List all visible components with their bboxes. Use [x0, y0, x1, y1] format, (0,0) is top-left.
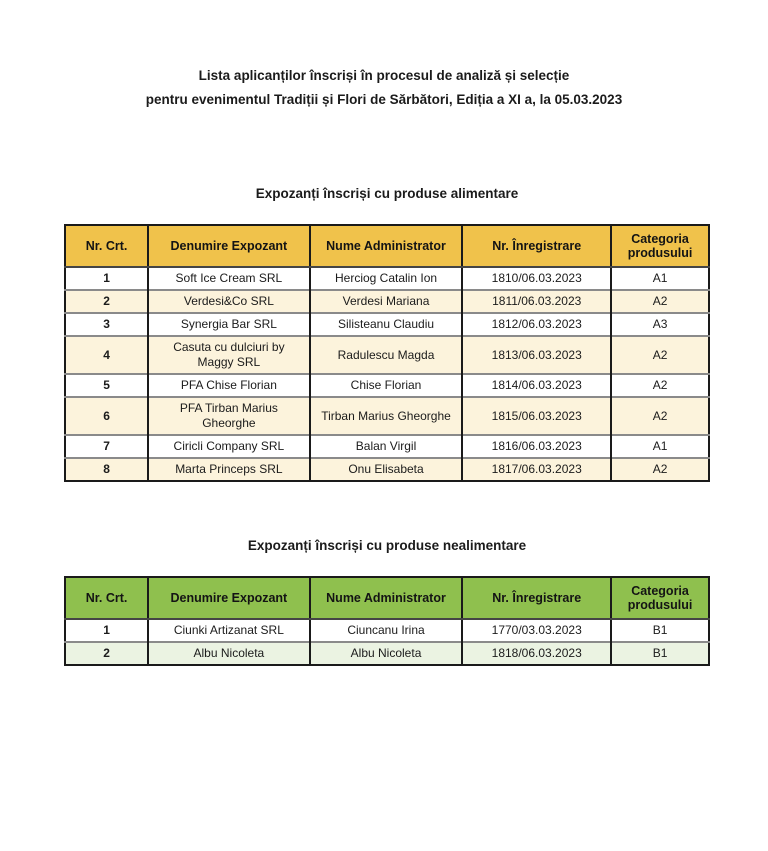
header-row: [65, 577, 709, 619]
cell-nr-crt: 6: [65, 397, 148, 435]
food-exhibitors-table: [64, 224, 710, 482]
cell-nr-crt: 7: [65, 435, 148, 458]
document-title-line2: pentru evenimentul Tradiții și Flori de Sărbători, Ediția a XI a, la 05.03.2023: [145, 92, 623, 107]
cell-administrator: Onu Elisabeta: [310, 458, 463, 481]
cell-denumire: Ciricli Company SRL: [148, 435, 310, 458]
cell-denumire: PFA Chise Florian: [148, 374, 310, 397]
table-row: [65, 397, 709, 435]
cell-administrator: Silisteanu Claudiu: [310, 313, 463, 336]
cell-denumire: Verdesi&Co SRL: [148, 290, 310, 313]
cell-categoria: A2: [611, 458, 709, 481]
cell-denumire: PFA Tirban Marius Gheorghe: [148, 397, 310, 435]
cell-categoria: A1: [611, 435, 709, 458]
header-inregistrare: Nr. Înregistrare: [462, 225, 611, 267]
cell-inregistrare: 1814/06.03.2023: [462, 374, 611, 397]
cell-nr-crt: 4: [65, 336, 148, 374]
cell-administrator: Ciuncanu Irina: [310, 619, 463, 642]
cell-inregistrare: 1810/06.03.2023: [462, 267, 611, 290]
table-header: [65, 225, 709, 267]
table-row: [65, 435, 709, 458]
cell-categoria: B1: [611, 642, 709, 665]
cell-inregistrare: 1816/06.03.2023: [462, 435, 611, 458]
cell-administrator: Radulescu Magda: [310, 336, 463, 374]
table-row: [65, 642, 709, 665]
cell-categoria: A3: [611, 313, 709, 336]
cell-administrator: Tirban Marius Gheorghe: [310, 397, 463, 435]
header-inregistrare: Nr. Înregistrare: [462, 577, 611, 619]
section-heading-nonfood: Expozanți înscriși cu produse nealimentare: [247, 538, 527, 553]
header-denumire: Denumire Expozant: [148, 225, 310, 267]
cell-administrator: Herciog Catalin Ion: [310, 267, 463, 290]
header-row: [65, 225, 709, 267]
cell-inregistrare: 1770/03.03.2023: [462, 619, 611, 642]
cell-denumire: Synergia Bar SRL: [148, 313, 310, 336]
cell-inregistrare: 1813/06.03.2023: [462, 336, 611, 374]
header-nr-crt: Nr. Crt.: [65, 577, 148, 619]
cell-denumire: Marta Princeps SRL: [148, 458, 310, 481]
cell-nr-crt: 5: [65, 374, 148, 397]
header-categoria: Categoria produsului: [611, 225, 709, 267]
cell-nr-crt: 1: [65, 267, 148, 290]
cell-inregistrare: 1818/06.03.2023: [462, 642, 611, 665]
header-administrator: Nume Administrator: [310, 577, 463, 619]
cell-denumire: Casuta cu dulciuri by Maggy SRL: [148, 336, 310, 374]
cell-inregistrare: 1815/06.03.2023: [462, 397, 611, 435]
cell-inregistrare: 1811/06.03.2023: [462, 290, 611, 313]
table-row: [65, 336, 709, 374]
cell-nr-crt: 2: [65, 290, 148, 313]
table-row: [65, 267, 709, 290]
nonfood-exhibitors-table: [64, 576, 710, 666]
table-row: [65, 313, 709, 336]
cell-denumire: Soft Ice Cream SRL: [148, 267, 310, 290]
cell-categoria: A2: [611, 374, 709, 397]
header-nr-crt: Nr. Crt.: [65, 225, 148, 267]
cell-nr-crt: 8: [65, 458, 148, 481]
cell-nr-crt: 1: [65, 619, 148, 642]
cell-administrator: Albu Nicoleta: [310, 642, 463, 665]
header-denumire: Denumire Expozant: [148, 577, 310, 619]
document-title: [0, 0, 768, 112]
cell-administrator: Verdesi Mariana: [310, 290, 463, 313]
cell-administrator: Balan Virgil: [310, 435, 463, 458]
cell-categoria: A2: [611, 290, 709, 313]
table-row: [65, 619, 709, 642]
cell-nr-crt: 2: [65, 642, 148, 665]
cell-administrator: Chise Florian: [310, 374, 463, 397]
cell-categoria: A1: [611, 267, 709, 290]
cell-denumire: Ciunki Artizanat SRL: [148, 619, 310, 642]
cell-denumire: Albu Nicoleta: [148, 642, 310, 665]
cell-inregistrare: 1812/06.03.2023: [462, 313, 611, 336]
header-categoria: Categoria produsului: [611, 577, 709, 619]
cell-inregistrare: 1817/06.03.2023: [462, 458, 611, 481]
section-heading-food: Expozanți înscriși cu produse alimentare: [255, 186, 519, 201]
cell-categoria: B1: [611, 619, 709, 642]
table-row: [65, 374, 709, 397]
header-administrator: Nume Administrator: [310, 225, 463, 267]
cell-nr-crt: 3: [65, 313, 148, 336]
table-row: [65, 458, 709, 481]
cell-categoria: A2: [611, 336, 709, 374]
document-title-line1: Lista aplicanților înscriși în procesul de analiză și selecție: [198, 68, 570, 83]
table-row: [65, 290, 709, 313]
table-header: [65, 577, 709, 619]
cell-categoria: A2: [611, 397, 709, 435]
